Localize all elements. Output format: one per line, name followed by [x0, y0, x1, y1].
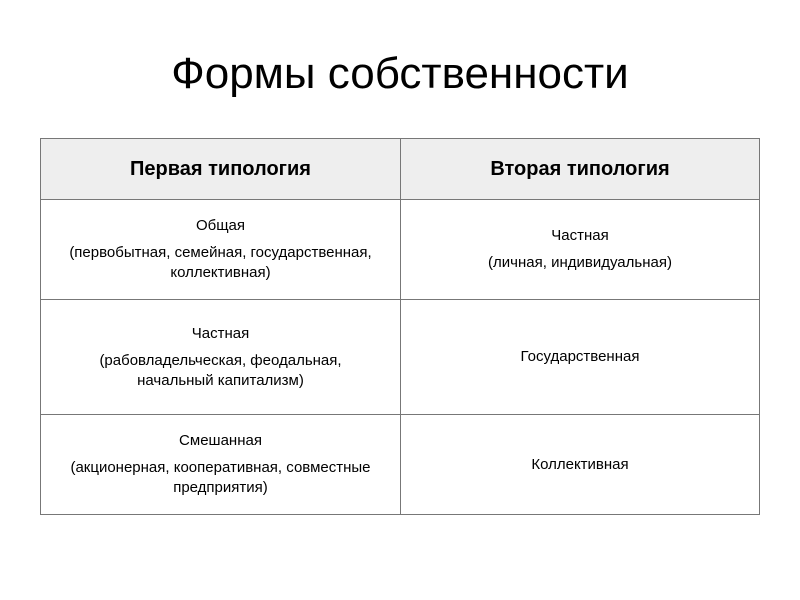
table-cell-first [41, 300, 401, 415]
table-cell-second [401, 415, 760, 515]
cell-main-text: Частная [191, 324, 250, 342]
table-row [41, 300, 760, 415]
cell-main-text: Общая [195, 217, 246, 234]
cell-sub-text: (личная, индивидуальная) [488, 254, 672, 271]
column-header-second-typology: Вторая типология [401, 139, 760, 200]
table-cell-first [41, 200, 401, 300]
page-title: Формы собственности [171, 49, 629, 98]
cell-main-text: Государственная [520, 348, 640, 365]
table-row [41, 200, 760, 300]
table-row [41, 415, 760, 515]
column-header-first-typology: Первая типология [41, 139, 401, 200]
cell-sub-text: (рабовладельческая, феодальная, начальный капитализм) [99, 351, 342, 389]
cell-main-text: Коллективная [531, 455, 629, 473]
typology-table [40, 138, 760, 515]
table-cell-second [401, 300, 760, 415]
cell-main-text: Смешанная [179, 432, 262, 449]
cell-sub-text: (акционерная, кооперативная, совместные предприятия) [70, 459, 371, 496]
table-header-row [41, 139, 760, 200]
table-cell-second [401, 200, 760, 300]
cell-main-text: Частная [551, 227, 609, 244]
table-cell-first [41, 415, 401, 515]
cell-sub-text: (первобытная, семейная, государственная, коллективная) [69, 244, 372, 281]
